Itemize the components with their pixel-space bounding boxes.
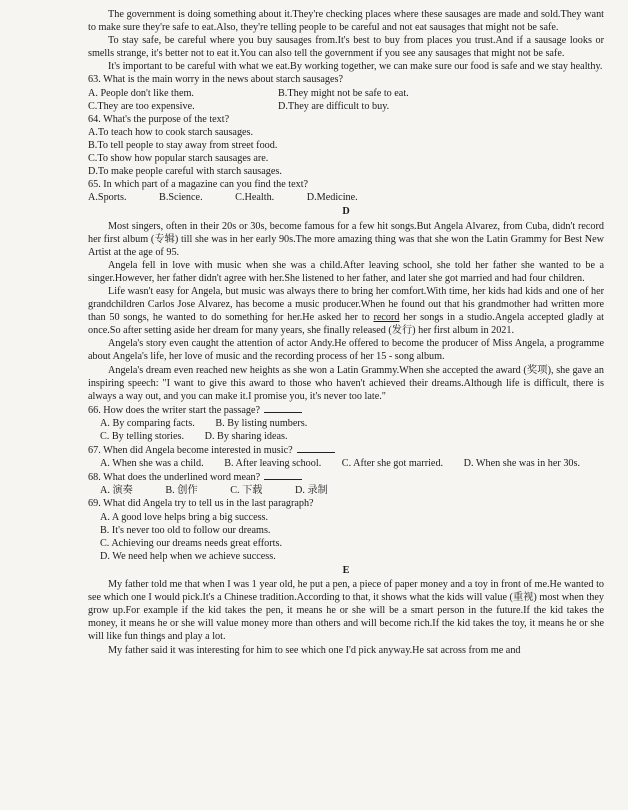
question-64	[88, 113, 604, 178]
question-64-option-a: A.To teach how to cook starch sausages.	[88, 126, 254, 138]
answer-blank[interactable]	[264, 470, 302, 480]
question-67	[88, 443, 604, 470]
passage-e-paragraph-1: My father told me that when I was 1 year old, he put a pen, a piece of paper money and a toy in front of me.He wanted to see which one I would pick.It's a Chinese tradition.According to that, it shows what the kids will value (重视) most when they grow up.For example if the kid takes the pen, it means he or she will be a smart person in the future.If the kid takes the money, it means he or she will value money more than others and will become rich.If the kid takes the toy, it means he or she will like fun things and play a lot.	[88, 579, 604, 643]
section-e-heading: E	[342, 564, 350, 576]
question-69-option-a: A. A good love helps bring a big success.	[100, 511, 269, 523]
question-64-option-b: B.To tell people to stay away from street food.	[88, 139, 278, 151]
question-66-option-d: D. By sharing ideas.	[204, 431, 288, 442]
answer-blank[interactable]	[297, 443, 335, 453]
question-63-option-a: A. People don't like them.	[88, 87, 194, 99]
question-65-option-c: C.Health.	[235, 192, 275, 204]
question-69	[88, 497, 604, 562]
question-63-option-d: D.They are difficult to buy.	[278, 100, 390, 112]
passage-d-paragraph-3	[88, 285, 604, 337]
question-65	[88, 178, 604, 204]
question-65-option-a: A.Sports.	[88, 192, 127, 204]
question-69-option-b: B. It's never too old to follow our dreams.	[100, 524, 271, 536]
question-66-stem: 66. How does the writer start the passage?	[88, 404, 261, 416]
question-68-option-b: B. 创作	[165, 485, 198, 497]
question-64-option-d: D.To make people careful with starch sausages.	[88, 166, 282, 178]
question-65-option-d: D.Medicine.	[306, 192, 358, 204]
answer-blank[interactable]	[264, 403, 302, 413]
passage-d-paragraph-3-end: her songs in a studio.Angela accepted gladly at once.So after setting aside her dream for many years, she finally released (发行) her first album in 2021.	[88, 312, 604, 337]
passage-d-paragraph-2: Angela fell in love with music when she was a child.After leaving school, she told her father she wanted to be a singer.However, her father didn't agree with her.She listened to her father, and later she got married and had four children.	[88, 259, 604, 284]
question-69-option-c: C. Achieving our dreams needs great efforts.	[100, 537, 283, 549]
question-67-option-a: A. When she was a child.	[100, 458, 204, 470]
question-64-option-c: C.To show how popular starch sausages are.	[88, 153, 269, 165]
question-68-option-d: D. 录制	[295, 485, 328, 497]
passage-c-paragraph-1: The government is doing something about it.They're checking places where these sausages are made and sold.They want to make sure they're safe to eat.Also, they're telling people to be careful and not eat sausages that might not be safe.	[88, 9, 604, 34]
passage-c-paragraph-2: To stay safe, be careful where you buy sausages from.It's best to buy from places you trust.And if a sausage looks or smells strange, it's better not to eat it.You can also tell the government if you see any sausages that might not be safe.	[88, 35, 604, 60]
question-68-option-a: A. 演奏	[100, 485, 133, 497]
question-63-stem: 63. What is the main worry in the news about starch sausages?	[88, 74, 344, 86]
question-64-stem: 64. What's the purpose of the text?	[88, 113, 230, 125]
passage-d-paragraph-5: Angela's dream even reached new heights as she won a Latin Grammy.When she accepted the award (奖项), she gave an inspiring speech: "I want to give this award to those who haven't achieved their dreams.Although life is difficult, there is always a way out, and you can make it.I promise you, it's never too late."	[88, 364, 604, 402]
passage-e-paragraph-2: My father said it was interesting for him to see which one I'd pick anyway.He sat across from me and	[108, 644, 521, 656]
question-69-stem: 69. What did Angela try to tell us in the last paragraph?	[88, 498, 314, 510]
question-68	[88, 470, 604, 497]
question-66-option-b: B. By listing numbers.	[215, 417, 308, 429]
passage-d-paragraph-3-start: Life wasn't easy for Angela, but music was always there to bring her comfort.With time, her kids had kids and one of her grandchildren Carlos Jose Alvarez, has become a music producer.When he found out that his grandmother had written more than 50 songs, he wanted to do something for her.He asked her to	[88, 285, 604, 324]
question-63-option-c: C.They are too expensive.	[88, 100, 195, 112]
question-67-option-b: B. After leaving school.	[224, 458, 322, 470]
question-67-option-d: D. When she was in her 30s.	[463, 458, 581, 470]
question-68-option-c: C. 下载	[230, 485, 263, 497]
passage-d-paragraph-4: Angela's story even caught the attention of actor Andy.He offered to become the producer of Miss Angela, a programme about Angela's life, her love of music and the recording process of her 15 - song album.	[88, 338, 604, 363]
underlined-word: record	[373, 312, 400, 324]
question-68-stem: 68. What does the underlined word mean?	[88, 472, 261, 484]
question-66-option-c: C. By telling stories.	[100, 431, 185, 442]
question-65-option-b: B.Science.	[159, 192, 203, 204]
passage-d-paragraph-1: Most singers, often in their 20s or 30s, become famous for a few hit songs.But Angela Alvarez, from Cuba, didn't record her first album (专辑) till she was in her early 90s.The more amazing thing was that she won the Latin Grammy for Best New Artist at the age of 95.	[88, 220, 604, 258]
question-65-stem: 65. In which part of a magazine can you find the text?	[88, 179, 309, 191]
question-69-option-d: D. We need help when we achieve success.	[100, 550, 276, 562]
section-d-heading: D	[342, 206, 350, 218]
question-66	[88, 403, 604, 443]
question-63	[88, 73, 604, 112]
question-63-option-b: B.They might not be safe to eat.	[278, 87, 409, 99]
question-67-stem: 67. When did Angela become interested in music?	[88, 445, 293, 457]
question-66-option-a: A. By comparing facts.	[100, 417, 195, 429]
passage-c-paragraph-3: It's important to be careful with what we eat.By working together, we can make sure our food is safe and we stay healthy.	[108, 61, 603, 73]
question-67-option-c: C. After she got married.	[341, 458, 444, 470]
